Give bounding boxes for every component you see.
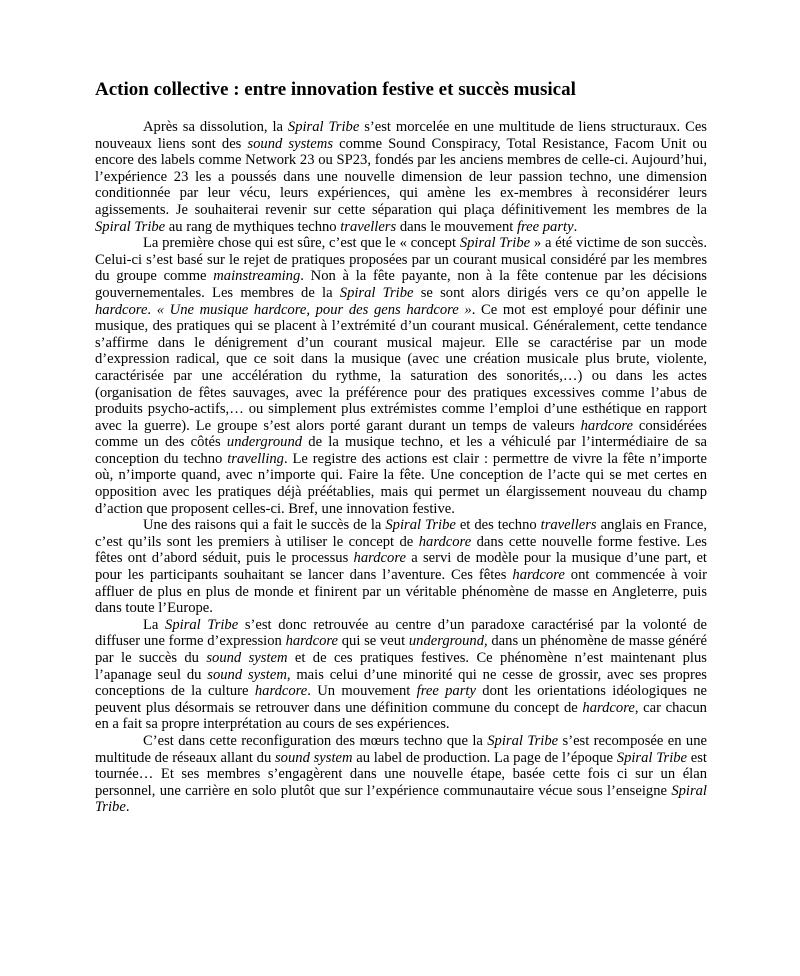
- italic-term: sound systems: [247, 135, 333, 152]
- paragraph: [95, 617, 707, 733]
- text-run: . Ce mot est employé pour définir une musique, des pratiques qui se placent à l’extrémité d’un courant musical. Généralement, cette tendance s’affirme dans le dénigrement d’un courant musical majeur. Elle se caractérise par un mode d’expression radical, que ce soit dans la musique (avec une création musicale plus brute, violente, caractérisée par une accélération du rythme, la saturation des sonorités,…) ou dans les actes (organisation de fêtes sauvages, avec la préférence pour des pratiques excessives comme l’abus de produits psycho-actifs,… ou simplement plus extrémistes comme l’emploi d’une esthétique en rapport avec la guerre). Le groupe s’est alors porté garant durant un temps de valeurs: [95, 301, 707, 434]
- text-run: s’est morcelée en une multitude de liens structuraux. Ces nouveaux liens sont des: [95, 119, 707, 152]
- text-run: Une des raisons qui a fait le succès de la: [143, 517, 386, 534]
- text-run: comme Sound Conspiracy, Total Resistance, Facom Unit ou encore des labels comme Network 23 ou SP23, fondés par les anciens membres de celle-ci. Aujourd’hui, l’expérience 23 les a poussés dans une nouvelle dimension de leur passion techno, une dimension conditionnée par leur vécu, leurs expériences, qui amène les ex-membres à reconsidérer leurs agissements. Je souhaiterai revenir sur cette séparation qui plaça définitivement les membres de la: [95, 135, 707, 218]
- italic-term: Spiral Tribe: [616, 749, 688, 766]
- italic-term: travellers: [340, 218, 397, 235]
- italic-term: free party: [416, 683, 476, 700]
- body-text: [95, 119, 707, 816]
- italic-term: Spiral Tribe: [459, 235, 531, 252]
- text-run: de la musique techno, et les a véhiculé par l’intermédiaire de sa conception du techno: [95, 434, 707, 467]
- text-run: se sont alors dirigés vers ce qu’on appelle le: [413, 284, 707, 301]
- text-run: .: [125, 799, 130, 816]
- italic-term: hardcore: [353, 550, 406, 567]
- italic-term: sound system: [275, 749, 353, 766]
- italic-term: hardcore: [582, 699, 635, 716]
- text-run: anglais en France, c’est qu’ils sont les premiers à utiliser le concept de: [95, 517, 707, 550]
- text-run: La: [143, 616, 166, 633]
- text-run: » a été victime de son succès. Celui-ci s’est basé sur le rejet de pratiques proposées par un courant musical considéré par les membres du groupe comme: [95, 235, 707, 285]
- document-page: [95, 78, 707, 816]
- italic-term: Spiral Tribe: [339, 284, 414, 301]
- italic-term: underground: [226, 434, 303, 451]
- text-run: s’est donc retrouvée au centre d’un paradoxe caractérisé par la volonté de diffuser une forme d’expression: [95, 616, 707, 650]
- text-run: dont les orientations idéologiques ne peuvent plus désormais se retrouver dans une définition commune du concept de: [95, 683, 707, 716]
- italic-term: hardcore: [254, 683, 308, 700]
- italic-term: hardcore: [418, 533, 472, 550]
- italic-term: Spiral Tribe: [95, 218, 166, 235]
- text-run: ont commencée à voir affluer de plus en plus de monde et finirent par un véritable phénomène de masse en Angleterre, puis dans toute l’Europe.: [95, 567, 707, 617]
- text-run: s’est recomposée en une multitude de réseaux allant du: [95, 732, 707, 766]
- text-run: , mais celui d’une minorité qui ne cesse de grossir, avec ses propres conceptions de la culture: [95, 666, 707, 700]
- italic-term: sound system: [206, 650, 288, 666]
- text-run: et des techno: [455, 517, 541, 534]
- italic-term: « Une musique hardcore, pour des gens hardcore »: [156, 301, 472, 318]
- paragraph: [95, 733, 707, 816]
- text-run: au rang de mythiques techno: [165, 218, 341, 235]
- italic-term: sound system: [207, 666, 287, 683]
- paragraph: [95, 119, 707, 235]
- text-run: La première chose qui est sûre, c’est que le « concept: [143, 235, 460, 252]
- italic-term: hardcore: [580, 417, 634, 434]
- text-run: est tournée… Et ses membres s’engagèrent dans une nouvelle étape, basée cette fois ci sur un élan personnel, une carrière en solo plutôt que sur l’expérience communautaire vécue sous l’enseigne: [95, 749, 707, 799]
- section-title: Action collective : entre innovation festive et succès musical: [95, 79, 576, 100]
- italic-term: Spiral Tribe: [165, 616, 239, 633]
- italic-term: underground,: [408, 633, 488, 650]
- paragraph: [95, 517, 707, 617]
- text-run: considérées comme un des côtés: [95, 417, 707, 451]
- italic-term: Spiral Tribe: [287, 119, 360, 135]
- italic-term: travelling: [227, 450, 284, 467]
- italic-term: Spiral Tribe: [95, 782, 707, 816]
- text-run: et de ces pratiques festives. Ce phénomène n’est maintenant plus l’apanage seul du: [95, 650, 707, 683]
- text-run: . Un mouvement: [307, 683, 417, 700]
- text-run: C’est dans cette reconfiguration des mœurs techno que la: [143, 732, 488, 749]
- italic-term: hardcore: [95, 301, 148, 318]
- italic-term: Spiral Tribe: [487, 732, 559, 749]
- italic-term: free party: [516, 218, 574, 235]
- text-run: . Le registre des actions est clair : permettre de vivre la fête n’importe où, n’importe quand, avec n’importe qui. Faire la fête. Une conception de l’acte qui se met certes en opposition avec les pratiques déjà préétablies, mais qui permet un élargissement nouveau du champ d’action que proposent celles-ci. Bref, une innovation festive.: [95, 450, 707, 517]
- text-run: au label de production. La page de l’époque: [352, 749, 617, 766]
- text-run: . Non à la fête payante, non à la fête contenue par les décisions gouvernementales. Les membres de la: [95, 268, 707, 301]
- italic-term: hardcore: [285, 633, 338, 650]
- italic-term: travellers: [540, 517, 597, 534]
- text-run: Après sa dissolution, la: [143, 119, 288, 135]
- text-run: , car chacun en a fait sa propre interprétation au cours de ses expériences.: [95, 699, 707, 733]
- text-run: dans cette nouvelle forme festive. Les fêtes ont d’abord séduit, puis le processus: [95, 533, 707, 567]
- paragraph: [95, 235, 707, 517]
- italic-term: mainstreaming: [213, 268, 301, 285]
- text-run: dans le mouvement: [396, 218, 517, 235]
- text-run: .: [147, 301, 157, 318]
- text-run: .: [573, 218, 578, 235]
- text-run: qui se veut: [337, 633, 409, 650]
- text-run: dans un phénomène de masse généré par le succès du: [95, 633, 707, 666]
- text-run: a servi de modèle pour la musique d’une part, et pour les participants souhaitant se lancer dans l’aventure. Ces fêtes: [95, 550, 707, 584]
- italic-term: hardcore: [512, 567, 565, 584]
- italic-term: Spiral Tribe: [385, 517, 456, 534]
